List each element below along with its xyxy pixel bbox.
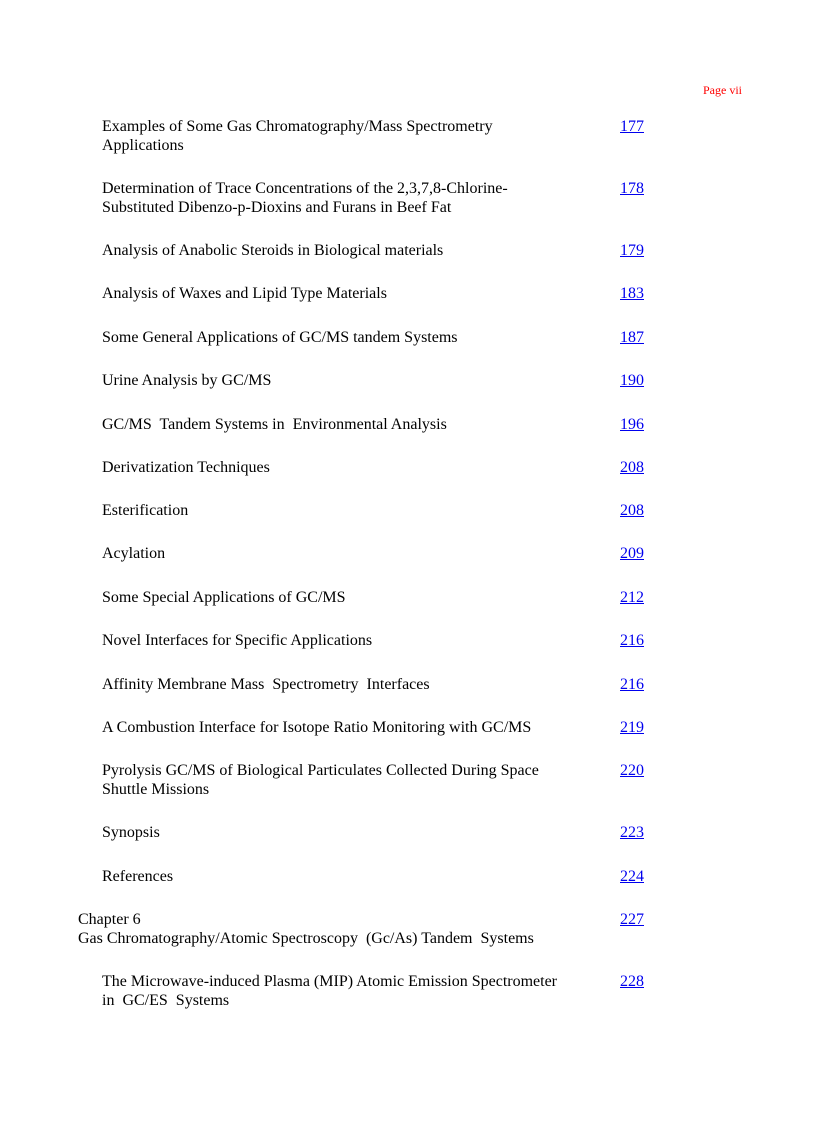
toc-entry-title: Analysis of Waxes and Lipid Type Materials — [102, 285, 387, 302]
toc-entry-page-link[interactable]: 209 — [620, 545, 644, 562]
toc-entry-title: A Combustion Interface for Isotope Ratio Monitoring with GC/MS — [102, 719, 532, 736]
toc-entry-title: Derivatization Techniques — [102, 459, 270, 476]
toc-entry-page-link[interactable]: 223 — [620, 824, 644, 841]
toc-entry-page-link[interactable]: 220 — [620, 762, 644, 779]
toc-entry-page-link[interactable]: 208 — [620, 502, 644, 519]
page-label: Page vii — [703, 83, 742, 97]
toc-entry-page-link[interactable]: 179 — [620, 242, 644, 259]
toc-entry-title: Some Special Applications of GC/MS — [102, 589, 346, 606]
toc-entry-page-link[interactable]: 178 — [620, 180, 644, 197]
toc-entry-page-link[interactable]: 219 — [620, 719, 644, 736]
toc-entry-title: Analysis of Anabolic Steroids in Biological materials — [102, 242, 444, 259]
toc-entry-title: Pyrolysis GC/MS of Biological Particulates Collected During Space Shuttle Missions — [102, 762, 539, 798]
toc-entry-title: GC/MS Tandem Systems in Environmental Analysis — [102, 416, 447, 433]
toc-entry-title: Esterification — [102, 502, 189, 519]
toc-entry-title: Acylation — [102, 545, 166, 562]
toc-entry-title: The Microwave-induced Plasma (MIP) Atomic Emission Spectrometer in GC/ES Systems — [102, 973, 562, 1009]
toc-entry-page-link[interactable]: 216 — [620, 632, 644, 649]
toc-entry-page-link[interactable]: 187 — [620, 329, 644, 346]
toc-entry-title: Some General Applications of GC/MS tandem Systems — [102, 329, 458, 346]
toc-entry-title: Determination of Trace Concentrations of the 2,3,7,8-Chlorine-Substituted Dibenzo-p-Dioxins and Furans in Beef Fat — [102, 180, 508, 216]
toc-entry-title: Affinity Membrane Mass Spectrometry Interfaces — [102, 676, 430, 693]
toc-entry-page-link[interactable]: 224 — [620, 868, 644, 885]
toc-entry-title: Urine Analysis by GC/MS — [102, 372, 272, 389]
toc-entry-page-link[interactable]: 190 — [620, 372, 644, 389]
toc-entry-page-link[interactable]: 196 — [620, 416, 644, 433]
toc-entry-page-link[interactable]: 183 — [620, 285, 644, 302]
toc-entry-page-link[interactable]: 227 — [620, 911, 644, 928]
toc-entry-page-link[interactable]: 177 — [620, 118, 644, 135]
toc-entry-page-link[interactable]: 212 — [620, 589, 644, 606]
toc-entry-page-link[interactable]: 216 — [620, 676, 644, 693]
toc-entry-title: Synopsis — [102, 824, 160, 841]
chapter-number: Chapter 6 — [78, 911, 141, 928]
toc-chapter-title — [78, 910, 598, 948]
toc-entry-page-link[interactable]: 208 — [620, 459, 644, 476]
toc-entry-title: References — [102, 868, 174, 885]
chapter-name: Gas Chromatography/Atomic Spectroscopy (Gc/As) Tandem Systems — [78, 930, 534, 947]
toc-entry-page-link[interactable]: 228 — [620, 973, 644, 990]
toc-entry-title: Novel Interfaces for Specific Applications — [102, 632, 373, 649]
toc-entry-title: Examples of Some Gas Chromatography/Mass Spectrometry Applications — [102, 118, 493, 154]
